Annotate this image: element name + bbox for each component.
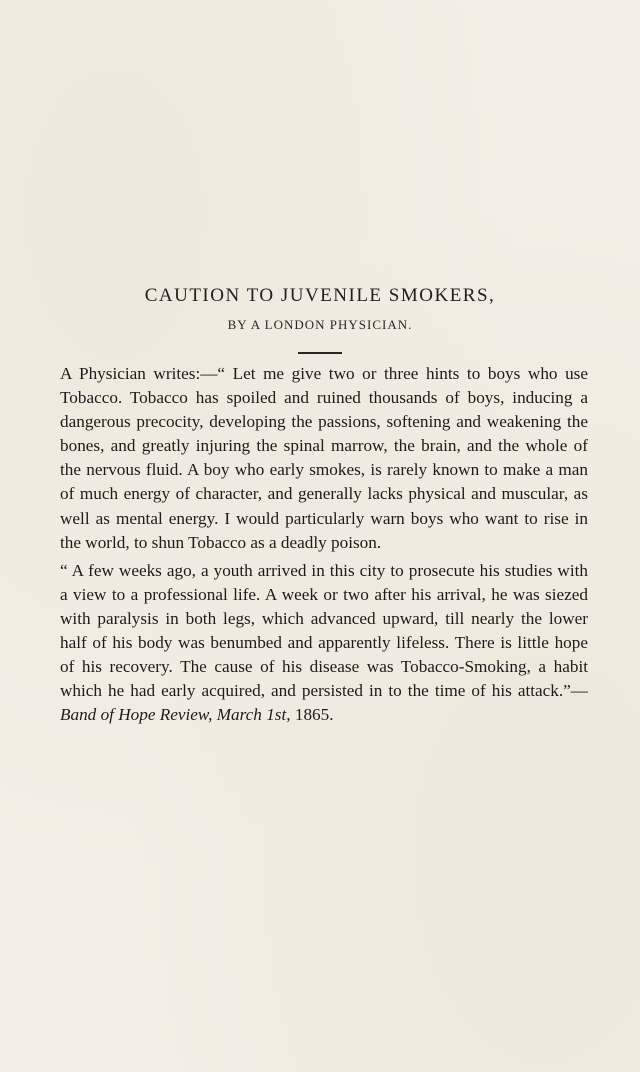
article-body — [60, 362, 588, 727]
paragraph — [60, 559, 588, 728]
byline: BY A LONDON PHYSICIAN. — [227, 317, 413, 332]
divider-rule — [298, 352, 342, 354]
paragraph-text: “ A few weeks ago, a youth arrived in this city to prosecute his studies with a view to a professional life. A week or two after his arrival, he was siezed with paralysis in both legs, which advanced upward, till nearly the lower half of his body was benumbed and apparently lifeless. There is little hope of his recovery. The cause of his disease was Tobacco-Smoking, a habit which he had early acquired, and persisted in to the time of his attack.”— — [60, 560, 588, 701]
paragraph: A Physician writes:—“ Let me give two or three hints to boys who use Tobacco. Tobacco has spoiled and ruined thousands of boys, inducing a dangerous precocity, developing the passions, softening and weakening the bones, and greatly injuring the spinal marrow, the brain, and the whole of the nervous fluid. A boy who early smokes, is rarely known to make a man of much energy of character, and generally lacks physical and muscular, as well as mental energy. I would particularly warn boys who want to rise in the world, to shun Tobacco as a deadly poison. — [60, 364, 588, 552]
citation-source: Band of Hope Review, March 1st, — [60, 705, 291, 725]
citation-year: 1865. — [290, 705, 334, 725]
page-title: CAUTION TO JUVENILE SMOKERS, — [144, 285, 496, 306]
